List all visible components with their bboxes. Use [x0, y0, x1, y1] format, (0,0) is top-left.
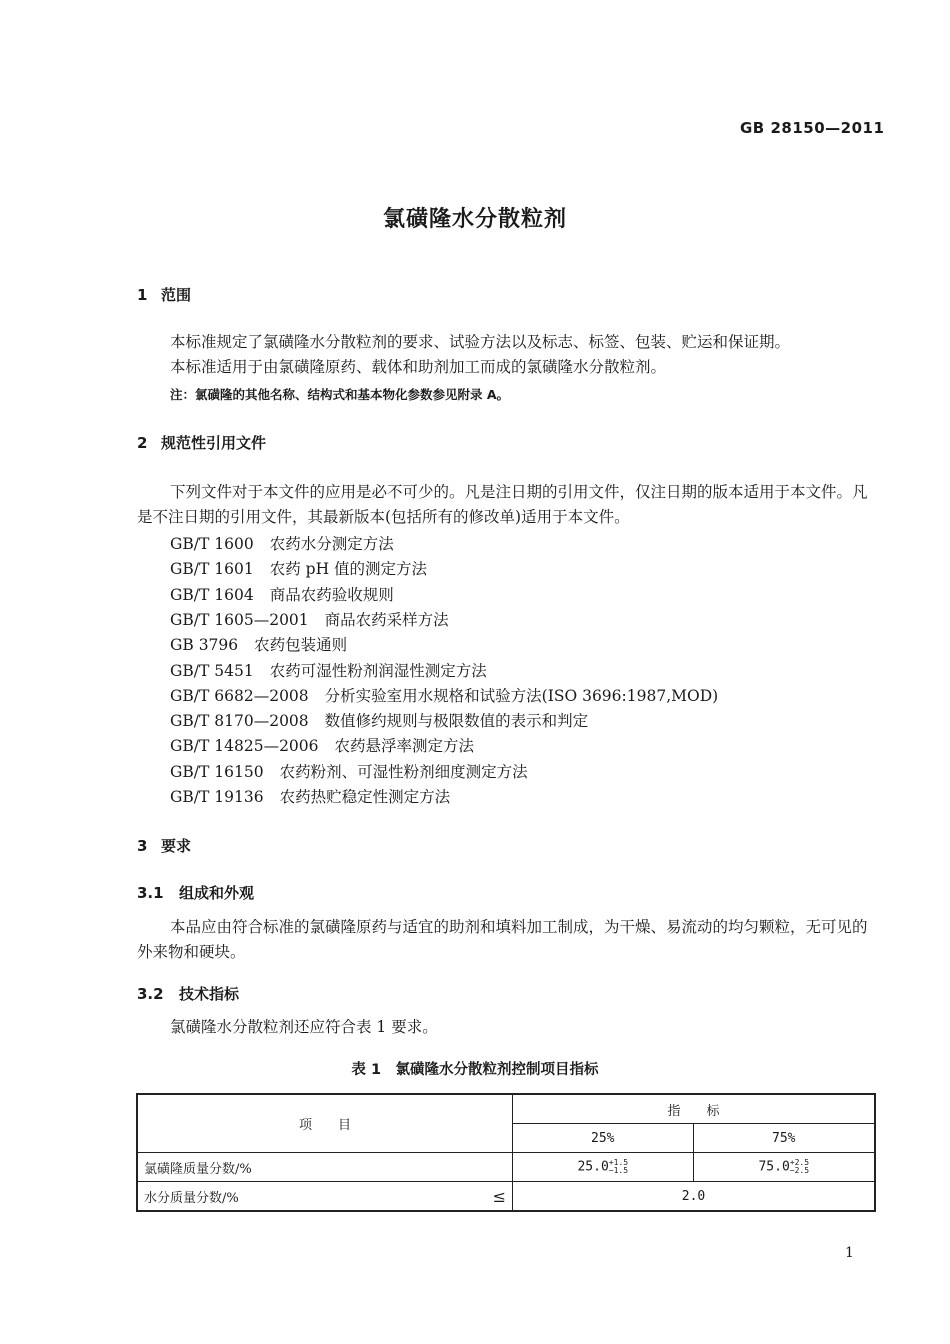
reference-item [170, 785, 450, 807]
paragraph: 本标准规定了氯磺隆水分散粒剂的要求、试验方法以及标志、标签、包装、贮运和保证期。 [170, 333, 791, 351]
paragraph: 本品应由符合标准的氯磺隆原药与适宜的助剂和填料加工制成，为干燥、易流动的均匀颗粒，无可见的外来物和硬块。 [137, 918, 868, 961]
reference-name: 商品农药验收规则 [269, 585, 394, 604]
reference-item [170, 709, 588, 731]
header-index: 指 标 [513, 1094, 876, 1124]
header-col-75: 75% [693, 1124, 875, 1153]
subsection-number: 3.2 [137, 985, 164, 1003]
document-title: 氯磺隆水分散粒剂 [382, 207, 567, 232]
reference-name: 商品农药采样方法 [324, 610, 449, 629]
reference-item [170, 557, 427, 579]
reference-code: GB/T 14825—2006 [170, 737, 319, 756]
tolerance-plus: +1.5 [608, 1158, 629, 1167]
reference-item [170, 684, 718, 706]
row-value [513, 1153, 694, 1182]
reference-name: 农药包装通则 [254, 636, 348, 655]
table-row [137, 1182, 875, 1212]
table-caption: 表 1 氯磺隆水分散粒剂控制项目指标 [351, 1062, 599, 1078]
reference-code: GB 3796 [170, 636, 239, 655]
section-number: 3 [137, 837, 148, 855]
header-col-25: 25% [513, 1124, 694, 1153]
standard-code: GB 28150—2011 [740, 119, 885, 137]
section-1-heading [137, 284, 191, 305]
reference-name: 数值修约规则与极限数值的表示和判定 [324, 712, 589, 731]
tolerance-plus: +2.5 [789, 1158, 810, 1167]
page-number: 1 [845, 1245, 854, 1261]
section-number: 2 [137, 434, 148, 452]
reference-name: 分析实验室用水规格和试验方法(ISO 3696:1987,MOD) [324, 686, 719, 705]
reference-code: GB/T 1600 [170, 535, 254, 553]
reference-code: GB/T 1604 [170, 585, 254, 604]
section-title: 要求 [161, 837, 192, 855]
reference-item [170, 633, 347, 655]
reference-item [170, 734, 474, 756]
subsection-3-1-heading [137, 882, 254, 903]
reference-code: GB/T 8170—2008 [170, 712, 309, 731]
spec-table [136, 1093, 876, 1212]
tolerance-minus: −2.5 [789, 1166, 810, 1175]
row-label-text: 水分质量分数/% [144, 1190, 239, 1206]
header-item: 项 目 [137, 1094, 513, 1153]
tolerance [609, 1159, 628, 1175]
reference-code: GB/T 5451 [170, 661, 254, 680]
tolerance-minus: −1.5 [608, 1166, 629, 1175]
section-2-heading [137, 432, 266, 453]
section-title: 范围 [161, 286, 192, 304]
paragraph: 氯磺隆水分散粒剂还应符合表 1 要求。 [170, 1018, 438, 1036]
reference-code: GB/T 19136 [170, 788, 264, 806]
reference-name: 农药水分测定方法 [269, 535, 394, 553]
reference-item [170, 583, 394, 605]
subsection-title: 组成和外观 [179, 884, 255, 902]
value-main: 75.0 [758, 1159, 790, 1175]
row-label [137, 1182, 513, 1212]
reference-code: GB/T 1601 [170, 560, 254, 579]
tolerance [790, 1159, 809, 1175]
row-label: 氯磺隆质量分数/% [137, 1153, 513, 1182]
reference-item [170, 532, 394, 554]
reference-name: 农药热贮稳定性测定方法 [279, 788, 451, 806]
row-value: 2.0 [513, 1182, 876, 1212]
section-3-heading [137, 835, 191, 856]
reference-name: 农药 pH 值的测定方法 [269, 560, 428, 579]
table-row [137, 1153, 875, 1182]
value-main: 25.0 [577, 1159, 609, 1175]
reference-name: 农药粉剂、可湿性粉剂细度测定方法 [279, 762, 528, 781]
reference-name: 农药悬浮率测定方法 [334, 737, 475, 756]
reference-code: GB/T 6682—2008 [170, 686, 309, 705]
row-value [693, 1153, 875, 1182]
note: 注：氯磺隆的其他名称、结构式和基本物化参数参见附录 A。 [170, 387, 510, 402]
subsection-3-2-heading [137, 983, 239, 1004]
paragraph: 本标准适用于由氯磺隆原药、载体和助剂加工而成的氯磺隆水分散粒剂。 [170, 358, 667, 376]
leq-symbol: ≤ [492, 1186, 506, 1206]
reference-item [170, 760, 528, 782]
reference-code: GB/T 1605—2001 [170, 610, 309, 629]
paragraph: 下列文件对于本文件的应用是必不可少的。凡是注日期的引用文件，仅注日期的版本适用于本文件。凡是不注日期的引用文件，其最新版本(包括所有的修改单)适用于本文件。 [137, 483, 868, 526]
section-title: 规范性引用文件 [161, 434, 267, 452]
reference-name: 农药可湿性粉剂润湿性测定方法 [269, 661, 487, 680]
reference-code: GB/T 16150 [170, 762, 264, 781]
section-number: 1 [137, 286, 148, 304]
reference-item [170, 659, 487, 681]
subsection-title: 技术指标 [179, 985, 240, 1003]
subsection-number: 3.1 [137, 884, 164, 902]
reference-item [170, 608, 449, 630]
